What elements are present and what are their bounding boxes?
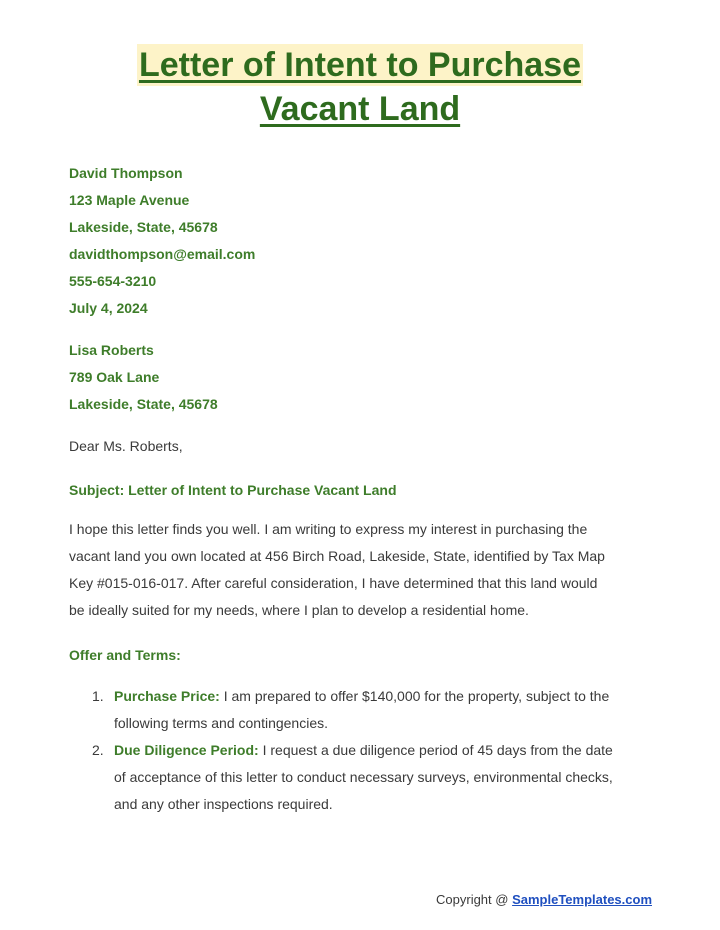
document-title — [0, 44, 720, 132]
list-number: 1. — [92, 688, 104, 704]
title-line-1: Letter of Intent to Purchase — [138, 46, 582, 84]
offer-text: I am prepared to offer $140,000 for the property, subject to the — [219, 688, 610, 704]
sender-block — [69, 160, 659, 322]
intro-line: Key #015-016-017. After careful consideration, I have determined that this land would — [69, 575, 598, 591]
letter-date: July 4, 2024 — [69, 300, 148, 316]
list-item — [92, 737, 657, 818]
recipient-name: Lisa Roberts — [69, 342, 154, 358]
intro-line: I hope this letter finds you well. I am writing to express my interest in purchasing the — [69, 521, 588, 537]
offer-text: and any other inspections required. — [114, 796, 333, 812]
offer-list — [92, 683, 657, 818]
sender-name: David Thompson — [69, 165, 183, 181]
offer-term: Due Diligence Period: — [114, 742, 259, 758]
sampletemplates-link[interactable]: SampleTemplates.com — [512, 892, 652, 907]
sender-email: davidthompson@email.com — [69, 246, 256, 262]
intro-line: be ideally suited for my needs, where I plan to develop a residential home. — [69, 602, 529, 618]
sender-city: Lakeside, State, 45678 — [69, 219, 218, 235]
intro-line: vacant land you own located at 456 Birch Road, Lakeside, State, identified by Tax Map — [69, 548, 605, 564]
copyright-prefix: Copyright @ — [436, 892, 513, 907]
recipient-block — [69, 337, 659, 418]
sender-phone: 555-654-3210 — [69, 273, 157, 289]
salutation: Dear Ms. Roberts, — [69, 438, 183, 454]
intro-paragraph — [69, 516, 659, 624]
copyright-footer — [436, 892, 652, 907]
title-line-2: Vacant Land — [259, 90, 461, 128]
sender-street: 123 Maple Avenue — [69, 192, 190, 208]
offer-text: I request a due diligence period of 45 days from the date — [258, 742, 613, 758]
list-number: 2. — [92, 742, 104, 758]
offer-term: Purchase Price: — [114, 688, 220, 704]
offer-heading: Offer and Terms: — [69, 647, 181, 663]
recipient-street: 789 Oak Lane — [69, 369, 160, 385]
offer-text: following terms and contingencies. — [114, 715, 329, 731]
list-item — [92, 683, 657, 737]
recipient-city: Lakeside, State, 45678 — [69, 396, 218, 412]
subject-line: Subject: Letter of Intent to Purchase Vacant Land — [69, 482, 397, 498]
offer-text: of acceptance of this letter to conduct necessary surveys, environmental checks, — [114, 769, 613, 785]
